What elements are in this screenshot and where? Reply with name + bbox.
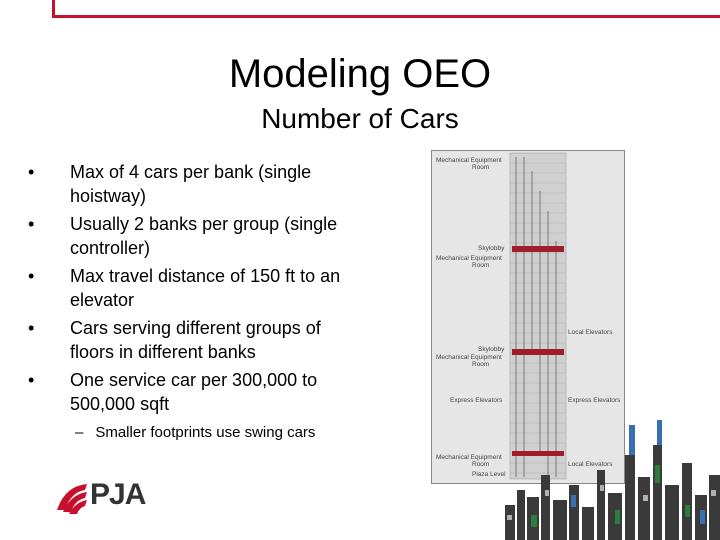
- label-skylobby: Skylobby: [478, 346, 505, 353]
- sub-bullet: [75, 423, 315, 443]
- label-local-elevators: Local Elevators: [568, 329, 613, 336]
- bullet-text: Max travel distance of 150 ft to an elevator: [70, 266, 341, 310]
- label-room: Room: [472, 361, 490, 368]
- label-room: Room: [472, 461, 490, 468]
- bullet-dot: •: [28, 266, 35, 286]
- bullet-item: [28, 212, 358, 260]
- bullet-dot: •: [28, 162, 35, 182]
- label-express-elevators: Express Elevators: [568, 397, 621, 404]
- label-express-elevators: Express Elevators: [450, 397, 503, 404]
- bullet-text: Max of 4 cars per bank (single hoistway): [70, 162, 312, 206]
- sub-bullet-dash: –: [75, 424, 84, 441]
- bullet-text: One service car per 300,000 to 500,000 sqft: [70, 370, 318, 414]
- label-mech-equipment: Mechanical Equipment: [436, 157, 502, 164]
- slide-subtitle: Number of Cars: [261, 103, 459, 134]
- logo-text: PJA: [90, 478, 146, 511]
- bullet-dot: •: [28, 370, 35, 390]
- label-room: Room: [472, 164, 490, 171]
- label-mech-equipment: Mechanical Equipment: [436, 454, 502, 461]
- sub-bullet-text: Smaller footprints use swing cars: [95, 424, 316, 441]
- label-plaza-level: Plaza Level: [472, 471, 506, 478]
- label-mech-equipment: Mechanical Equipment: [436, 255, 502, 262]
- skyline-graphic: [505, 415, 720, 540]
- bullet-dot: •: [28, 214, 35, 234]
- bullet-item: [28, 160, 358, 208]
- label-room: Room: [472, 262, 490, 269]
- label-mech-equipment: Mechanical Equipment: [436, 354, 502, 361]
- bullet-text: Usually 2 banks per group (single controller): [70, 214, 338, 258]
- bullet-item: [28, 264, 358, 312]
- label-local-elevators: Local Elevators: [568, 461, 613, 468]
- bullet-text: Cars serving different groups of floors in different banks: [70, 318, 321, 362]
- bullet-item: [28, 316, 358, 364]
- slide-title: Modeling OEO: [228, 52, 492, 96]
- bullet-item: [28, 368, 358, 416]
- bullet-list: [28, 160, 358, 420]
- label-skylobby: Skylobby: [478, 245, 505, 252]
- bullet-dot: •: [28, 318, 35, 338]
- top-accent-bar-inner: [55, 0, 720, 15]
